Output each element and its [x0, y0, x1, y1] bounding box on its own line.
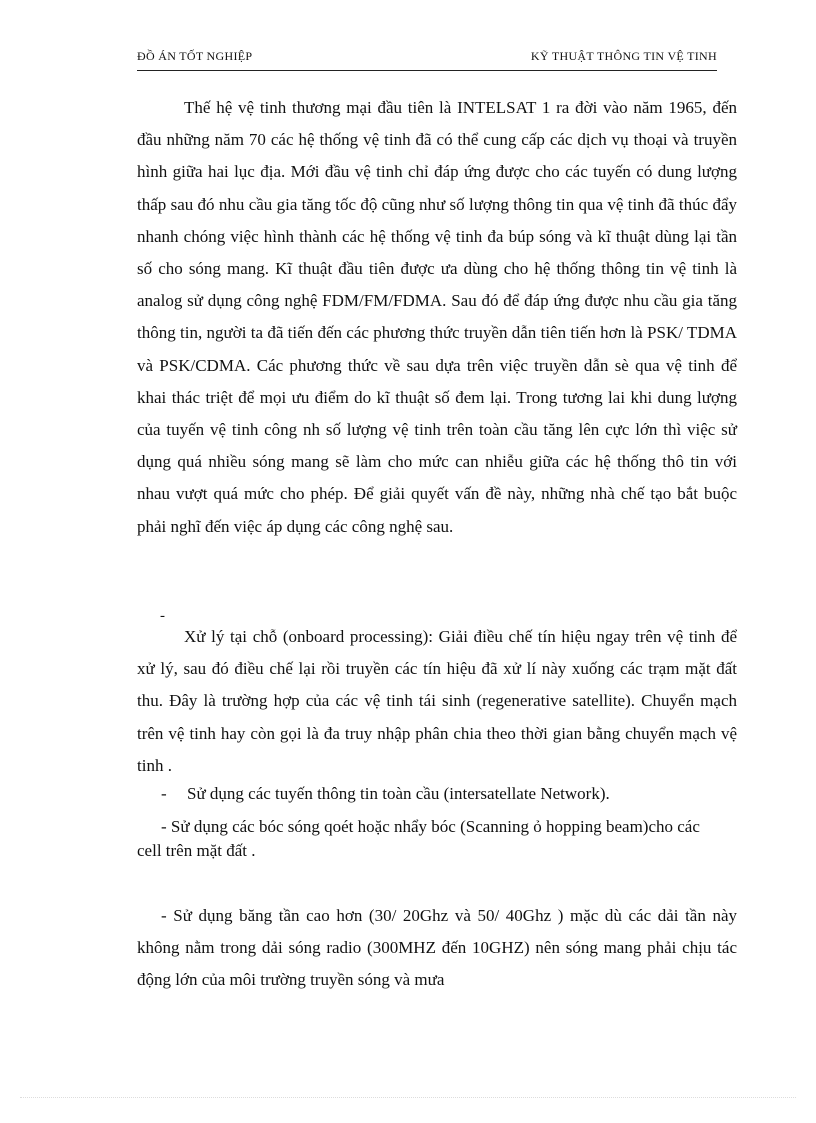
onboard-processing-paragraph: Xử lý tại chỗ (onboard processing): Giải điều chế tín hiệu ngay trên vệ tinh để xử lý, sau đó điều chế lại rồi truyền các tín hiệu đã xử lí này xuống các trạm mặt đất thu. Đây là trường hợp của các vệ tinh tái sinh (regenerative satellite). Chuyển mạch trên vệ tinh hay còn gọi là đa truy nhập phân chia theo thời gian bằng chuyển mạch vệ tinh .: [137, 627, 737, 775]
bullet-text: Sử dụng các tuyến thông tin toàn cầu (intersatellate Network).: [187, 784, 610, 803]
bullet-text-line1: - Sử dụng các bóc sóng qoét hoặc nhẩy bóc (Scanning ỏ hopping beam)cho các: [161, 817, 700, 836]
list-dash-marker: -: [160, 608, 165, 624]
intro-paragraph: Thế hệ vệ tinh thương mại đầu tiên là INTELSAT 1 ra đời vào năm 1965, đến đầu những năm 70 các hệ thống vệ tinh đã có thể cung cấp các dịch vụ thoại và truyền hình giữa hai lục địa. Mới đầu vệ tinh chỉ đáp ứng được cho các tuyến có dung lượng thấp sau đó nhu cầu gia tăng tốc độ cũng như số lượng thông tin qua vệ tinh đã thúc đẩy nhanh chóng việc hình thành các hệ thống vệ tinh đa búp sóng và kĩ thuật dùng lại tần số cho sóng mang. Kĩ thuật đầu tiên được ưa dùng cho hệ thống thông tin vệ tinh là analog sử dụng công nghệ FDM/FM/FDMA. Sau đó để đáp ứng được nhu cầu gia tăng thông tin, người ta đã tiến đến các phương thức truyền dẫn tiên tiến hơn là PSK/ TDMA và PSK/CDMA. Các phương thức về sau dựa trên việc truyền dẫn sè qua vệ tinh để khai thác triệt để mọi ưu điểm do kĩ thuật số đem lại. Trong tương lai khi dung lượng của tuyến vệ tinh công nh số lượng vệ tinh trên toàn cầu tăng lên cực lớn thì việc sử dụng quá nhiều sóng mang sẽ làm cho mức can nhiễu giữa các hệ thống thô tin với nhau vượt quá mức cho phép. Để giải quyết vấn đề này, những nhà chế tạo bắt buộc phải nghĩ đến việc áp dụng các công nghệ sau.: [137, 98, 737, 536]
bullet-item-scanning-beam: [137, 815, 737, 863]
footer-divider: [20, 1097, 796, 1098]
bullet-dash: -: [161, 784, 167, 803]
document-body: [137, 92, 737, 543]
header-left-title: ĐỒ ÁN TỐT NGHIỆP: [137, 49, 253, 63]
bullet-item-high-frequency: - Sử dụng băng tần cao hơn (30/ 20Ghz và 50/ 40Ghz ) mặc dù các dải tần này không nằm trong dải sóng radio (300MHZ đến 10GHZ) nên sóng mang phải chịu tác động lớn của môi trường truyền sóng và mưa: [137, 906, 737, 990]
header-divider: [137, 70, 717, 71]
header-right-title: KỸ THUẬT THÔNG TIN VỆ TINH: [530, 49, 717, 63]
page-header: [137, 49, 717, 69]
bullet-text-line2: cell trên mặt đất .: [137, 841, 256, 860]
